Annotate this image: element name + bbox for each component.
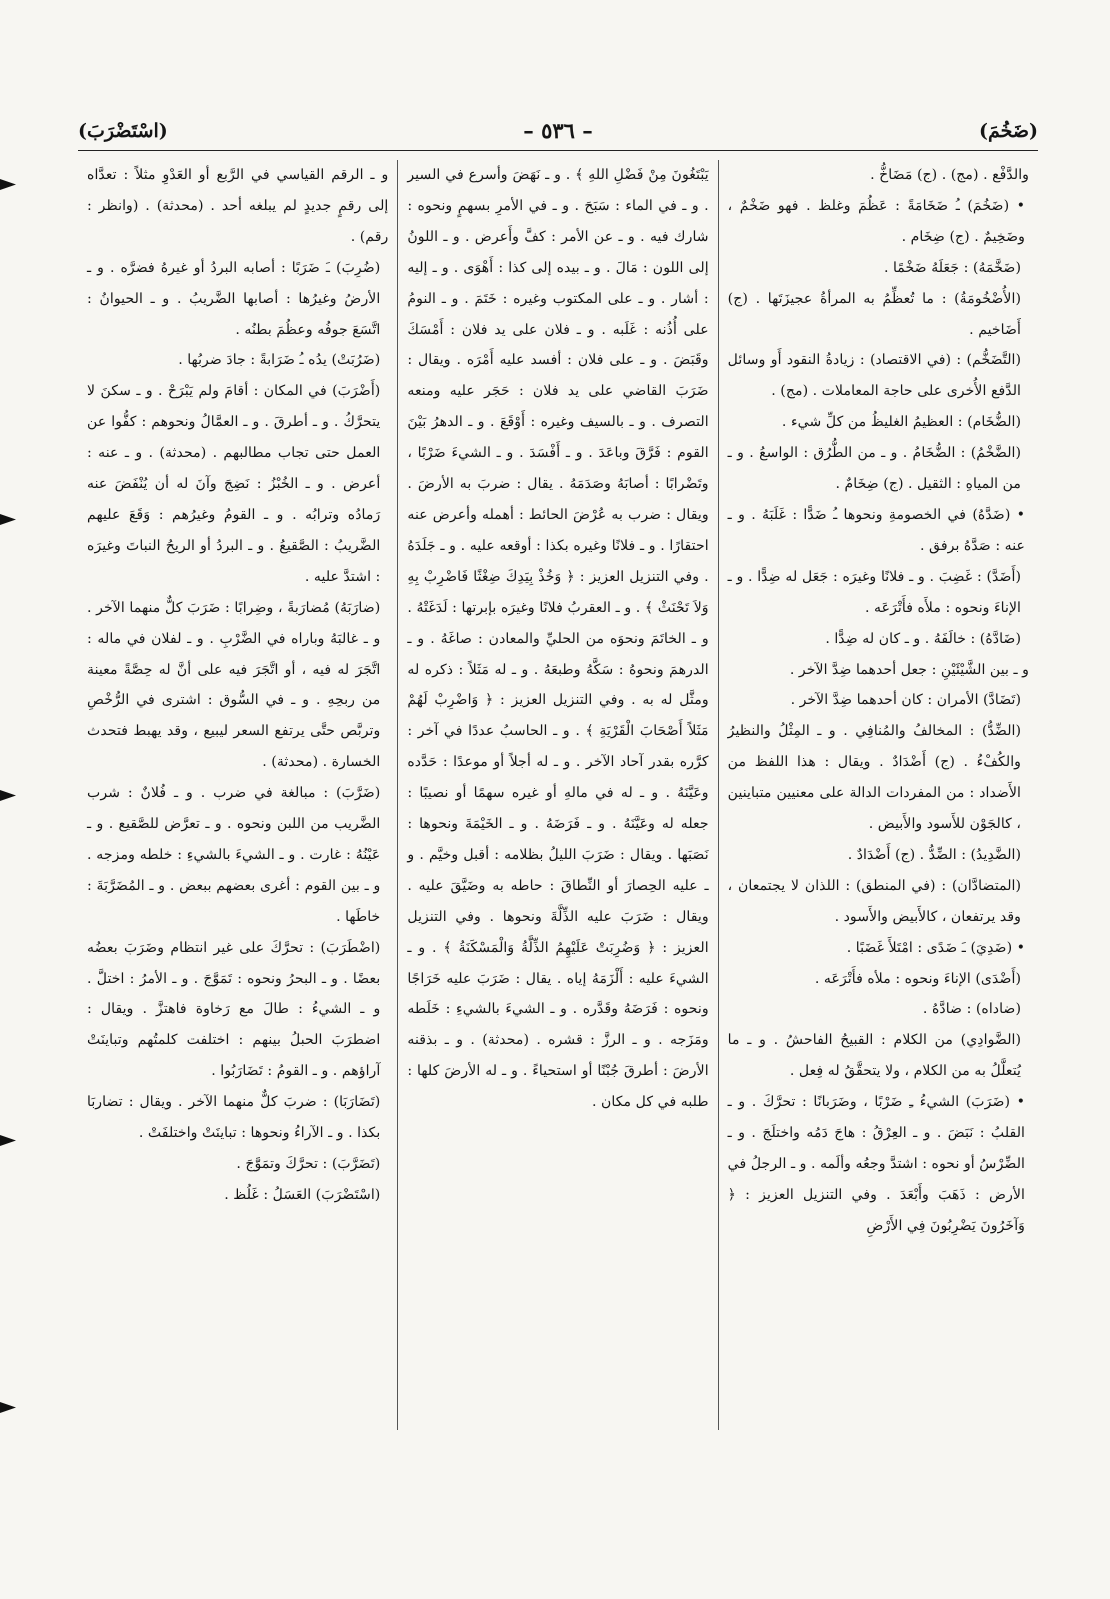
entry-line: • (ضَدِيَ) ـَ ضَدًى : امْتَلأَ غَضَبًا .	[846, 939, 1025, 956]
entry-line: (الضَّوادِي) من الكلام : القبيحُ الفاحشُ . و ـ ما يُتعلَّلُ به من الكلام ، ولا يتحقَّقُ له فِعل .	[727, 1032, 1021, 1080]
entry-line: (الضَّخْمُ) : الضُّخَامُ . و ـ من الطُّرُق : الواسعُ . و ـ من المياهِ : الثقيل . (ج) ضِخَامٌ .	[727, 445, 1021, 493]
page-number: – ٥٣٦ –	[523, 118, 593, 143]
entry-line: يَبْتَغُونَ مِنْ فَضْلِ اللهِ ﴾ . و ـ نَهَضَ وأسرع في السير . و ـ في الماء : سَبَحَ . و ـ في الأمرِ بسهمٍ ونحوه : شارك فيه . و ـ عن الأمر : كفَّ وأَعرض . و ـ اللونُ إلى اللون : مَالَ . و ـ بيده إلى كذا : أَهْوَى . و ـ إليه : أشار . و ـ على المكتوب وغيره : خَتَمَ . و ـ النومُ على أُذُنه : غَلَبه . و ـ فلان على يد فلان : أَمْسَكَ وقَبَضَ . و ـ على فلان : أفسد عليه أَمْرَه . ويقال : ضَرَبَ القاضي على يد فلان : حَجَر عليه ومنعه التصرف . و ـ بالسيف وغيره : أَوْقَعَ . و ـ الدهرُ بَيْنَ القوم : فَرَّقَ وباعَدَ . و ـ أَفْسَدَ . و ـ الشيءَ ضَرْبًا ، وتَضْرابًا : أصابَهُ وصَدَمَهُ . يقال : ضربَ به الأرضَ . ويقال : ضرب به عُرْضَ الحائط : أهمله وأعرض عنه احتقارًا . و ـ فلانًا وغيره بكذا : أوقعه عليه . و ـ جَلَدَهُ . وفي التنزيل العزيز : ﴿ وَخُذْ بِيَدِكَ ضِغْثًا فَاضْرِبْ بِهِ وَلاَ تَحْنَثْ ﴾ . و ـ العقربُ فلانًا وغيرَه بإبرتها : لَدَغَتْهُ . و ـ الخاتَمَ ونحوَه من الحليِّ والمعادن : صاغَهُ . و ـ الدرهمَ ونحوهُ : سَكَّهُ وطبعَهُ . و ـ له مَثَلاً : ذكره له ومثَّل له به . وفي التنزيل العزيز : ﴿ وَاضْرِبْ لَهُمْ مَثَلاً أَصْحَابَ الْقَرْيَةِ ﴾ . و ـ الحاسبُ عددًا في آخر : كرَّره بقدر آحاد الآخر . و ـ له أجلاً أو موعدًا : حَدَّده وعَيَّنَهُ . و ـ له في مالهِ أو غيره سهمًا أو نصيبًا : جعله له وعَيَّنَهُ . و ـ فَرَضَهُ . و ـ الخَيْمَةَ ونحوها : نَصَبَها . ويقال : ضَرَبَ الليلُ بظلامه : أقبل وخيَّم . و ـ عليه الحِصارَ أو النِّطاقَ : حاطه به وضَيَّقَ عليه . ويقال : ضَرَبَ عليه الذِّلَّةَ ونحوها . وفي التنزيل العزيز : ﴿ وَضُرِبَتْ عَلَيْهِمُ الذِّلَّةُ وَالْمَسْكَنَةُ ﴾ . و ـ الشيءَ عليه : أَلْزَمَهُ إياه . يقال : ضَرَبَ عليه خَرَاجًا ونحوه : فَرَضَهُ وقَدَّره . و ـ الشيءَ بالشيءِ : خَلَطه ومَزَجه . و ـ الرزَّ : قشره . (محدثة) . و ـ بذقنه الأرضَ : أطرقَ جُبْنًا أو استحياءً . و ـ له الأرضَ كلها : طلبه في كل مكان .	[407, 167, 709, 1111]
scan-margin-mark-4	[0, 1135, 16, 1146]
column-right	[719, 160, 1038, 1430]
header-last-entry: (اسْتَضْرَبَ)	[78, 120, 168, 142]
entry-line: (ضَادَّهُ) : خالَفَهُ . و ـ كان له ضِدًّا .	[825, 630, 1021, 647]
entry-line: (أَضْدَى) الإناءَ ونحوه : ملأه فأَتْرَعَه .	[814, 970, 1021, 987]
entry-line: (ضَخَّمَهُ) : جَعَلَهُ ضَخْمًا .	[883, 259, 1021, 276]
entry-line: (الأُضْخُومَةُ) : ما تُعظِّمُ به المرأةُ عجيزَتَها . (ج) أَضَاخيم .	[727, 290, 1021, 338]
entry-line: (ضُرِبَ) ـَ ضَرَبًا : أصابه البردُ أو غيرهُ فضرَّه . و ـ الأرضُ وغيرُها : أصابها الضَّريبُ . و ـ الحيوانُ : اتَّسَعَ جوفُه وعظُمَ بطنُه .	[87, 259, 381, 338]
entry-line: (ضارَبَهُ) مُضارَبةً ، وضِرابًا : ضَرَبَ كلٌّ منهما الآخر . و ـ غالبَهُ وباراه في الضَّرْبِ . و ـ لفلان في ماله : اتَّجَرَ له فيه ، أو اتَّجَرَ فيه على أنَّ له حِصَّةً معينة من ربحِهِ . و ـ في السُّوق : اشترى في الرُّخْصِ وتربَّص حتَّى يرتفع السعر ليبيع ، وقد يهبط فتحدث الخسارة . (محدثة) .	[87, 599, 381, 771]
entry-line: (الضُّخَام) : العظيمُ الغليظُ من كلِّ شيء .	[781, 414, 1021, 431]
scan-margin-mark-1	[0, 179, 16, 190]
column-left	[78, 160, 398, 1430]
entry-line: (المتضادَّان) : (في المنطق) : اللذان لا يجتمعان ، وقد يرتفعان ، كالأَبيض والأَسود .	[727, 877, 1021, 925]
entry-line: • (ضَخُمَ) ـُ ضَخَامَةً : عَظُمَ وغلظ . فهو ضَخْمٌ ، وضَخِيمٌ . (ج) ضِخَام .	[727, 197, 1025, 245]
column-middle	[398, 160, 718, 1430]
entry-line: (ضَرُبَتْ) يدُه ـُ ضَرَابةً : جادَ ضربُها .	[178, 352, 381, 369]
entry-line: (ضَرَّبَ) : مبالغة في ضرب . و ـ فُلانٌ : شرب الضَّريب من اللبن ونحوه . و ـ تعرَّض للصَّقيع . و ـ عَيْنُهُ : غارت . و ـ الشيءَ بالشيءِ : خلطه ومزجه . و ـ بين القوم : أغرى بعضهم ببعض . و ـ المُضَرَّبَةَ : خاطَها .	[87, 785, 381, 925]
scan-margin-mark-5	[0, 1402, 16, 1413]
entry-line: (اضْطَرَبَ) : تحرَّكَ على غير انتظام وضَرَبَ بعضُه بعضًا . و ـ البحرُ ونحوه : تَمَوَّجَ . و ـ الأمرُ : اختلَّ . و ـ الشيءُ : طالَ مع رَخاوة فاهتزَّ . ويقال : اضطرَبَ الحبلُ بينهم : اختلفت كلمتُهم وتباينَتْ آراؤهم . و ـ القومُ : تَضَارَبُوا .	[87, 939, 381, 1080]
entry-line: والدَّفْع . (مج) . (ج) مَضَاخُّ .	[870, 167, 1029, 183]
entry-line: (الضِّدُّ) : المخالفُ والمُنافِي . و ـ المِثْلُ والنظيرُ والكُفْءُ . (ج) أَضْدَادٌ . ويقال : هذا اللفظ من الأَضداد : من المفردات الدالة على معنيين متباينين ، كالجَوْن للأَسود والأَبيض .	[727, 723, 1021, 833]
entry-line: (الضَّدِيدُ) : الضِّدُّ . (ج) أَضْدَادٌ .	[847, 846, 1021, 863]
entry-line: (ضاداه) : ضادَّهُ .	[922, 1001, 1021, 1018]
entry-line: • (ضَرَبَ) الشيءُ ـِ ضَرْبًا ، وضَرَبانًا : تحرَّكَ . و ـ القلبُ : نَبَضَ . و ـ العِرْقُ : هاجَ دَمُه واختلَجَ . و ـ الضِّرْسُ أو نحوه : اشتدَّ وجعُه وألَمه . و ـ الرجلُ في الأرض : ذَهَبَ وأَبْعَدَ . وفي التنزيل العزيز : ﴿ وَآخَرُونَ يَضْرِبُونَ فِي الأَرْضِ	[727, 1094, 1025, 1234]
entry-line: (تَضَرَّبَ) : تحرَّكَ وتمَوَّجَ .	[236, 1156, 381, 1172]
header-first-entry: (ضَخُمَ)	[978, 120, 1038, 142]
entry-line: (اسْتَضْرَبَ) العَسَلُ : غَلُظ .	[224, 1186, 381, 1203]
dictionary-columns	[78, 160, 1038, 1430]
entry-line: • (ضَدَّهُ) في الخصومةِ ونحوها ـُ ضَدًّا : غَلَبَهُ . و ـ عنه : صَدَّهُ برفق .	[727, 506, 1025, 554]
entry-line: (التَّضَخُّم) : (في الاقتصاد) : زيادةُ النقود أَو وسائل الدَّفع الأُخرى على حاجة المعاملات . (مج) .	[727, 352, 1021, 400]
entry-line: (أَضْرَبَ) في المكان : أقامَ ولم يَبْرَحْ . و ـ سكنَ لا يتحرَّكُ . و ـ أطرقَ . و ـ العمَّالُ ونحوهم : كفُّوا عن العمل حتى تجاب مطالبهم . (محدثة) . و ـ عنه : أعرض . و ـ الخُبْزُ : نَضِجَ وآنَ له أن يُنْفَضَ عنه رَمادُه وترابُه . و ـ القومُ وغيرُهم : وَقَعَ عليهم الضَّريبُ : الصَّقيعُ . و ـ البردُ أو الريحُ النباتَ وغيرَه : اشتدَّ عليه .	[87, 383, 381, 585]
entry-line: (تَضَادَّ) الأمران : كان أحدهما ضِدَّ الآخر .	[790, 692, 1021, 709]
header-rule	[78, 150, 1038, 151]
entry-line: و ـ بين الشَّيْئَيْنِ : جعل أحدهما ضِدَّ الآخر .	[789, 661, 1029, 678]
entry-line: (أَضَدَّ) : غَضِبَ . و ـ فلانًا وغيرَه : جَعَل له ضِدًّا . و ـ الإناءَ ونحوه : ملأَه فأَتْرَعَه .	[727, 568, 1021, 616]
entry-line: (تَضَارَبَا) : ضربَ كلٌّ منهما الآخر . ويقال : تضاربَا بكذا . و ـ الآراءُ ونحوها : تباينَتْ واختلفَتْ .	[87, 1094, 381, 1142]
scan-margin-mark-2	[0, 514, 16, 525]
scan-margin-mark-3	[0, 790, 16, 801]
entry-line: و ـ الرقم القياسي في الرَّبع أو العَدْوِ مثلاً : تعدَّاه إلى رقمٍ جديدٍ لم يبلغه أحد . (محدثة) . (وانظر : رقم) .	[87, 167, 389, 245]
page-header	[78, 118, 1038, 154]
